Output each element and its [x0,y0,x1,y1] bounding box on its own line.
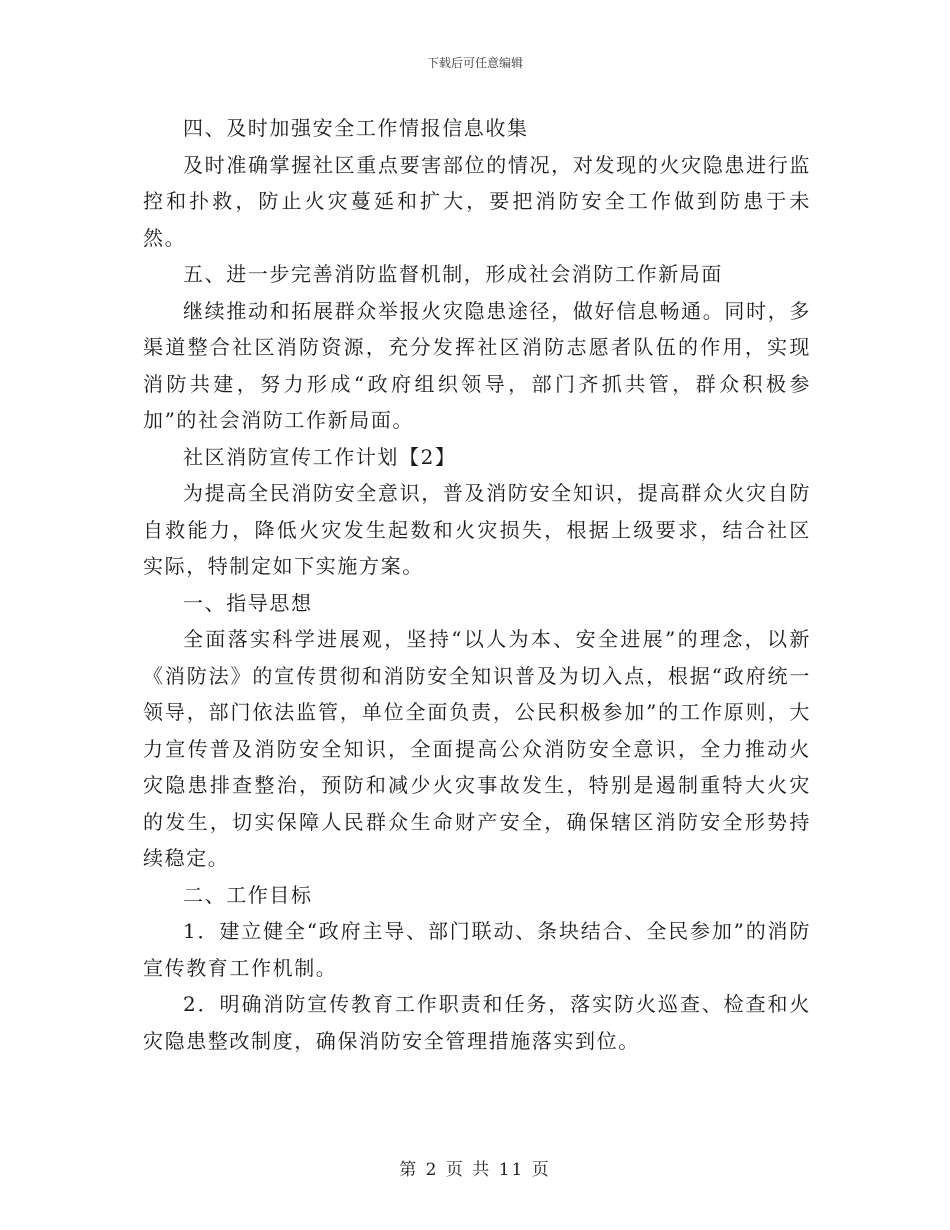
list-item: 1．建立健全“政府主导、部门联动、条块结合、全民参加”的消防宣传教育工作机制。 [143,919,811,980]
page-number: 第 2 页 共 11 页 [399,1160,551,1180]
paragraph: 及时准确掌握社区重点要害部位的情况，对发现的火灾隐患进行监控和扑救，防止火灾蔓延和扩大，要把消防安全工作做到防患于未然。 [143,152,811,250]
page-header: 下载后可任意编辑 [426,56,523,70]
document-body [143,110,811,1059]
section-heading-5: 五、进一步完善消防监督机制，形成社会消防工作新局面 [183,262,723,286]
section-heading-1: 一、指导思想 [183,590,313,615]
section-heading-4: 四、及时加强安全工作情报信息收集 [183,116,529,140]
section-heading-2: 二、工作目标 [183,882,313,907]
paragraph: 全面落实科学进展观，坚持“以人为本、安全进展”的理念，以新《消防法》的宣传贯彻和消防安全知识普及为切入点，根据“政府统一领导，部门依法监管，单位全面负责，公民积极参加”的工作原则，大力宣传普及消防安全知识，全面提高公众消防安全意识，全力推动火灾隐患排查整治，预防和减少火灾事故发生，特别是遏制重特大火灾的发生，切实保障人民群众生命财产安全，确保辖区消防安全形势持续稳定。 [143,627,811,870]
document-title: 社区消防宣传工作计划【2】 [183,444,457,469]
paragraph: 继续推动和拓展群众举报火灾隐患途径，做好信息畅通。同时，多渠道整合社区消防资源，充分发挥社区消防志愿者队伍的作用，实现消防共建，努力形成“政府组织领导，部门齐抓共管，群众积极参加”的社会消防工作新局面。 [143,298,811,432]
paragraph: 为提高全民消防安全意识，普及消防安全知识，提高群众火灾自防自救能力，降低火灾发生起数和火灾损失，根据上级要求，结合社区实际，特制定如下实施方案。 [143,481,811,578]
list-item: 2．明确消防宣传教育工作职责和任务，落实防火巡查、检查和火灾隐患整改制度，确保消防安全管理措施落实到位。 [143,992,811,1053]
